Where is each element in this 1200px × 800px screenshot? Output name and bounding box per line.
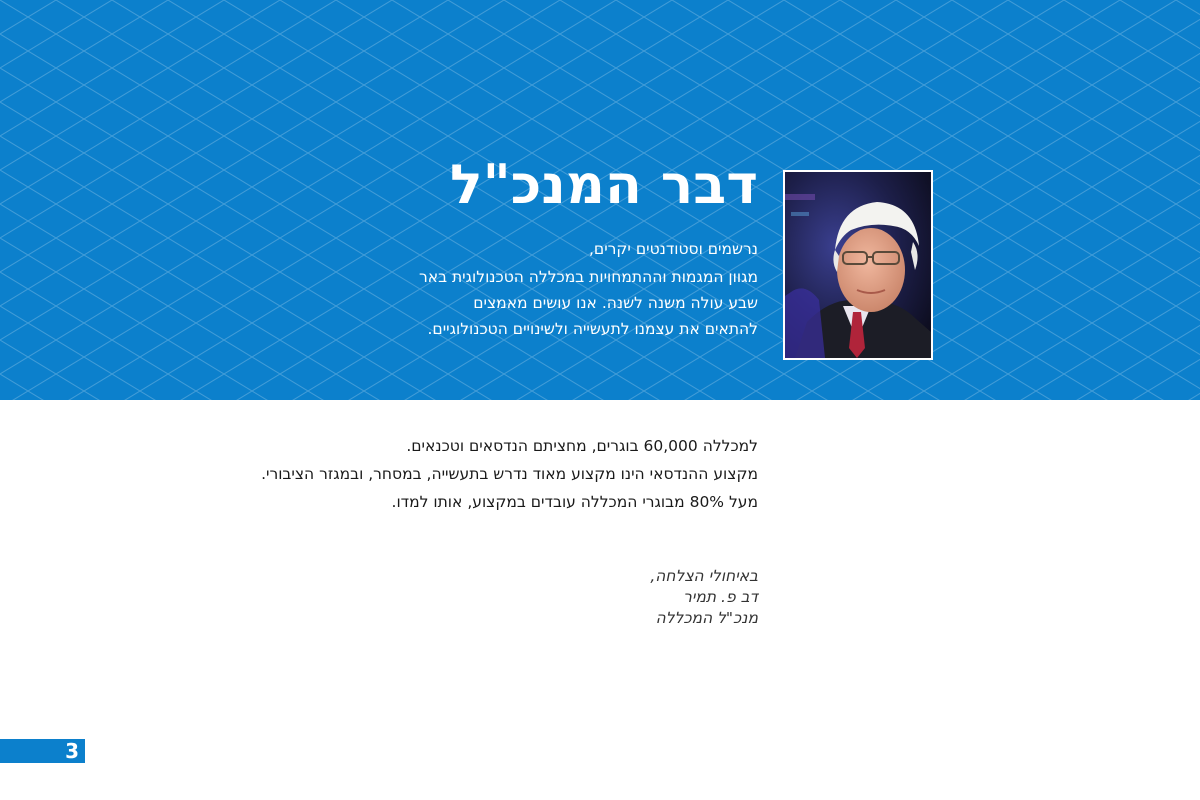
- director-portrait: [783, 170, 933, 360]
- body-paragraph: מעל 80% מבוגרי המכללה עובדים במקצוע, אותו למדו.: [391, 493, 758, 511]
- page-title: דבר המנכ"ל: [449, 153, 758, 216]
- signature-block: [458, 566, 758, 629]
- body-paragraph: מקצוע ההנדסאי הינו מקצוע מאוד נדרש בתעשייה, במסחר, ובמגזר הציבורי.: [261, 465, 758, 483]
- director-portrait-image: [785, 172, 931, 358]
- signature-name: דב פ. תמיר: [683, 588, 758, 606]
- body-paragraphs: [198, 432, 758, 516]
- greeting-text: נרשמים וסטודנטים יקרים,: [589, 240, 758, 258]
- signature-closing: באיחולי הצלחה,: [650, 567, 758, 585]
- intro-paragraph: מגוון המגמות וההתמחויות במכללה הטכנולוגית באר שבע עולה משנה לשנה. אנו עושים מאמצים להתאים את עצמנו לתעשייה ולשינויים הטכנולוגיים.: [419, 268, 758, 338]
- signature-role: מנכ"ל המכללה: [655, 609, 758, 627]
- page-number: 3: [0, 739, 85, 763]
- body-paragraph: למכללה 60,000 בוגרים, מחציתם הנדסאים וטכנאים.: [406, 437, 758, 455]
